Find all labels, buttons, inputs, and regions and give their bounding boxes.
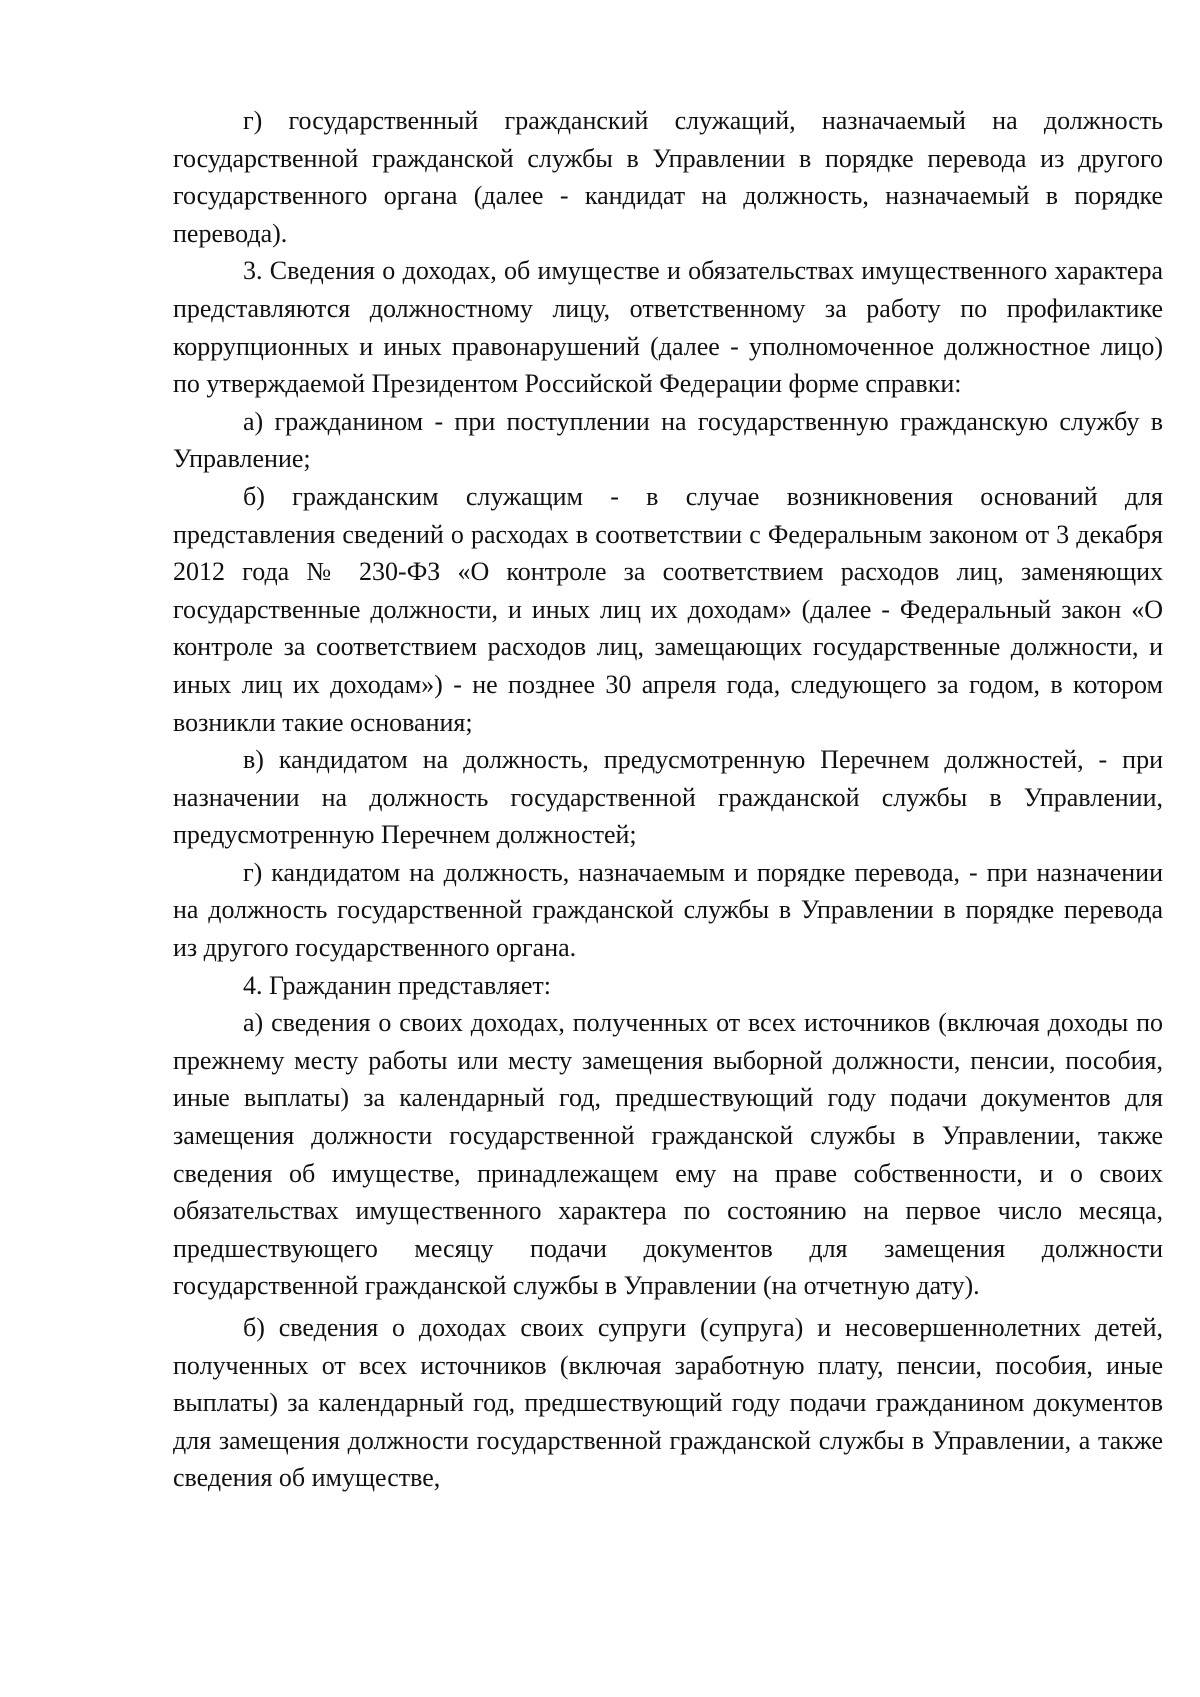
- paragraph-3v-candidate: в) кандидатом на должность, предусмотренную Перечнем должностей, - при назначении на должность государственной гражданской службы в Управлении, предусмотренную Перечнем должностей;: [173, 745, 1163, 850]
- document-page: [173, 102, 1163, 1497]
- paragraph-g-transfer-candidate: г) государственный гражданский служащий, назначаемый на должность государственной гражданской службы в Управлении в порядке перевода из другого государственного органа (далее - кандидат на должность, назначаемый в порядке перевода).: [173, 106, 1163, 248]
- paragraph-3a-citizen: а) гражданином - при поступлении на государственную гражданскую службу в Управление;: [173, 406, 1163, 474]
- paragraph-4b-family-income: б) сведения о доходах своих супруги (супруга) и несовершеннолетних детей, полученных от всех источников (включая заработную плату, пенсии, пособия, иные выплаты) за календарный год, предшествующий году подачи гражданином документов для замещения должности государственной гражданской службы в Управлении, а также сведения об имуществе,: [173, 1313, 1163, 1493]
- paragraph-4a-own-income: а) сведения о своих доходах, полученных от всех источников (включая доходы по прежнему месту работы или месту замещения выборной должности, пенсии, пособия, иные выплаты) за календарный год, предшествующий году подачи документов для замещения должности государственной гражданской службы в Управлении, также сведения об имуществе, принадлежащем ему на праве собственности, и о своих обязательствах имущественного характера по состоянию на первое число месяца, предшествующего месяцу подачи документов для замещения должности государственной гражданской службы в Управлении (на отчетную дату).: [173, 1008, 1163, 1301]
- paragraph-4-citizen-submits: 4. Гражданин представляет:: [243, 970, 552, 1000]
- paragraph-3-submission: 3. Сведения о доходах, об имуществе и обязательствах имущественного характера представляются должностному лицу, ответственному за работу по профилактике коррупционных и иных правонарушений (далее - уполномоченное должностное лицо) по утверждаемой Президентом Российской Федерации форме справки:: [173, 256, 1163, 399]
- paragraph-3g-candidate-transfer: г) кандидатом на должность, назначаемым и порядке перевода, - при назначении на должность государственной гражданской службы в Управлении в порядке перевода из другого государственного органа.: [173, 857, 1163, 963]
- paragraph-3b-civil-servant: б) гражданским служащим - в случае возникновения оснований для представления сведений о расходах в соответствии с Федеральным законом от 3 декабря 2012 года № 230-ФЗ «О контроле за соответствием расходов лиц, заменяющих государственные должности, и иных лиц их доходам» (далее - Федеральный закон «О контроле за соответствием расходов лиц, замещающих государственные должности, и иных лиц их доходам») - не позднее 30 апреля года, следующего за годом, в котором возникли такие основания;: [173, 481, 1163, 737]
